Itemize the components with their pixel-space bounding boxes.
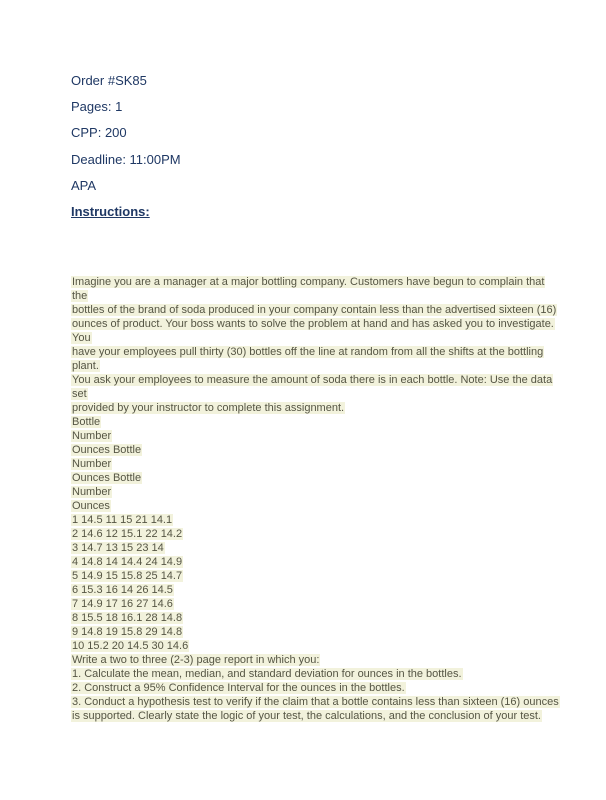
instruction-line-text: You	[72, 332, 91, 344]
instruction-line-text: 1 14.5 11 15 21 14.1	[72, 514, 173, 526]
instruction-line	[71, 345, 544, 359]
instruction-line-text: Ounces	[72, 500, 110, 512]
citation-style: APA	[71, 178, 97, 193]
instruction-line	[71, 667, 541, 681]
instruction-line	[71, 359, 541, 373]
instruction-line	[71, 457, 541, 471]
instruction-line-text: 4 14.8 14 14.4 24 14.9	[72, 556, 183, 568]
instruction-line-text: plant.	[72, 360, 99, 372]
instruction-line	[71, 401, 541, 415]
instruction-line	[71, 513, 541, 527]
instruction-line-text: 2 14.6 12 15.1 22 14.2	[72, 528, 183, 540]
instruction-line	[71, 331, 541, 345]
instruction-line-text: 8 15.5 18 16.1 28 14.8	[72, 612, 183, 624]
instruction-line	[71, 569, 541, 583]
instruction-line-text: 6 15.3 16 14 26 14.5	[72, 584, 173, 596]
instruction-line	[71, 527, 541, 541]
instruction-line-text: is supported. Clearly state the logic of your test, the calculations, and the conclusion of your test.	[72, 710, 541, 722]
instruction-line-text: 3 14.7 13 15 23 14	[72, 542, 164, 554]
instruction-line-text: Number	[72, 486, 112, 498]
instruction-line	[71, 317, 554, 331]
instructions-heading: Instructions:	[71, 204, 150, 219]
instruction-line	[71, 303, 557, 317]
instruction-line-text: 5 14.9 15 15.8 25 14.7	[72, 570, 183, 582]
instruction-line	[71, 541, 541, 555]
instruction-line	[71, 681, 541, 695]
instruction-line	[71, 611, 541, 625]
instruction-line-text: Bottle	[72, 416, 101, 428]
instruction-line	[71, 443, 541, 457]
instruction-line-text: Number	[72, 430, 112, 442]
instruction-line	[71, 625, 541, 639]
instruction-line	[71, 275, 545, 289]
instruction-line-text: You ask your employees to measure the amount of soda there is in each bottle. Note: Use the data	[72, 374, 553, 386]
instruction-line	[71, 373, 553, 387]
instruction-line	[71, 583, 541, 597]
instruction-line	[71, 695, 559, 709]
instruction-line	[71, 709, 541, 723]
instruction-line	[71, 429, 541, 443]
instruction-line	[71, 289, 541, 303]
instruction-line-text: set	[72, 388, 87, 400]
instruction-line-text: 1. Calculate the mean, median, and standard deviation for ounces in the bottles.	[72, 668, 462, 680]
instruction-line-text: provided by your instructor to complete this assignment.	[72, 402, 345, 414]
instruction-line	[71, 597, 541, 611]
instruction-line-text: 3. Conduct a hypothesis test to verify if the claim that a bottle contains less than sixteen (16) ounces	[72, 696, 559, 708]
instruction-line-text: ounces of product. Your boss wants to solve the problem at hand and has asked you to investigate.	[72, 318, 554, 330]
instruction-line-text: 10 15.2 20 14.5 30 14.6	[72, 640, 189, 652]
cpp-value: CPP: 200	[71, 125, 127, 140]
instruction-line	[71, 387, 541, 401]
instruction-line-text: 9 14.8 19 15.8 29 14.8	[72, 626, 183, 638]
instruction-line	[71, 471, 541, 485]
instruction-line-text: Ounces Bottle	[72, 444, 142, 456]
instruction-line	[71, 499, 541, 513]
instruction-line-text: bottles of the brand of soda produced in your company contain less than the advertised sixteen (16)	[72, 304, 557, 316]
instruction-line-text: 7 14.9 17 16 27 14.6	[72, 598, 173, 610]
instruction-line-text: Ounces Bottle	[72, 472, 142, 484]
order-number: Order #SK85	[71, 73, 147, 88]
instruction-line-text: Imagine you are a manager at a major bottling company. Customers have begun to complain that	[72, 276, 545, 288]
instruction-line	[71, 415, 541, 429]
page-count: Pages: 1	[71, 99, 123, 114]
instruction-line	[71, 639, 541, 653]
instruction-line	[71, 555, 541, 569]
instruction-line-text: Write a two to three (2-3) page report in which you:	[72, 654, 320, 666]
instruction-line-text: the	[72, 290, 88, 302]
instruction-line-text: 2. Construct a 95% Confidence Interval for the ounces in the bottles.	[72, 682, 405, 694]
instruction-line-text: Number	[72, 458, 112, 470]
instruction-line	[71, 485, 541, 499]
instruction-line	[71, 653, 541, 667]
instruction-line-text: have your employees pull thirty (30) bottles off the line at random from all the shifts at the bottling	[72, 346, 544, 358]
instructions-body	[71, 275, 559, 723]
deadline: Deadline: 11:00PM	[71, 152, 181, 167]
